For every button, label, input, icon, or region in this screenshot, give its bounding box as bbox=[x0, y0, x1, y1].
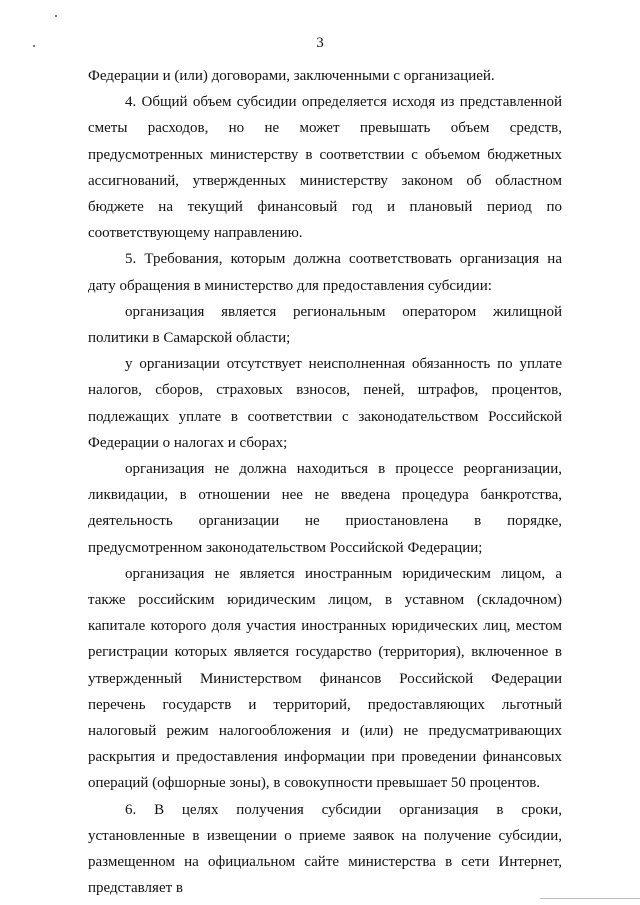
paragraph-item-5: 5. Требования, которым должна соответствовать организация на дату обращения в министерство для предоставления субсидии: bbox=[88, 251, 562, 294]
paragraph-requirement-2: у организации отсутствует неисполненная обязанность по уплате налогов, сборов, страховых взносов, пеней, штрафов, процентов, подлежащих уплате в соответствии с законодательством Российской Федерации о налогах и сборах; bbox=[88, 356, 562, 451]
paragraph-item-4: 4. Общий объем субсидии определяется исходя из представленной сметы расходов, но не может превышать объем средств, предусмотренных министерству в соответствии с объемом бюджетных ассигнований, утвержденных министерству законом об областном бюджете на текущий финансовый год и плановый период по соответствующему направлению. bbox=[88, 94, 562, 242]
paragraph-continuation: Федерации и (или) договорами, заключенными с организацией. bbox=[88, 68, 495, 84]
scan-speck bbox=[55, 15, 57, 17]
paragraph-item-6: 6. В целях получения субсидии организация в сроки, установленные в извещении о приеме заявок на получение субсидии, размещенном на официальном сайте министерства в сети Интернет, представляет в bbox=[88, 801, 562, 897]
paragraph-requirement-4: организация не является иностранным юридическим лицом, а также российским юридическим лицом, в уставном (складочном) капитале которого доля участия иностранных юридических лиц, местом регистрации которых является государство (территория), включенное в утвержденный Министерством финансов Российской Федерации перечень государств и территорий, предоставляющих льготный налоговый режим налогообложения и (или) не предусматривающих раскрытия и предоставления информации при проведении финансовых операций (офшорные зоны), в совокупности превышает 50 процентов. bbox=[88, 565, 562, 792]
paragraph-requirement-1: организация является региональным оператором жилищной политики в Самарской области; bbox=[88, 303, 562, 347]
body-text bbox=[88, 63, 562, 902]
paragraph-requirement-3: организация не должна находиться в процессе реорганизации, ликвидации, в отношении нее не введена процедура банкротства, деятельность организации не приостановлена в порядке, предусмотренном законодательством Российской Федерации; bbox=[88, 461, 562, 556]
page-number: 3 bbox=[316, 35, 324, 51]
